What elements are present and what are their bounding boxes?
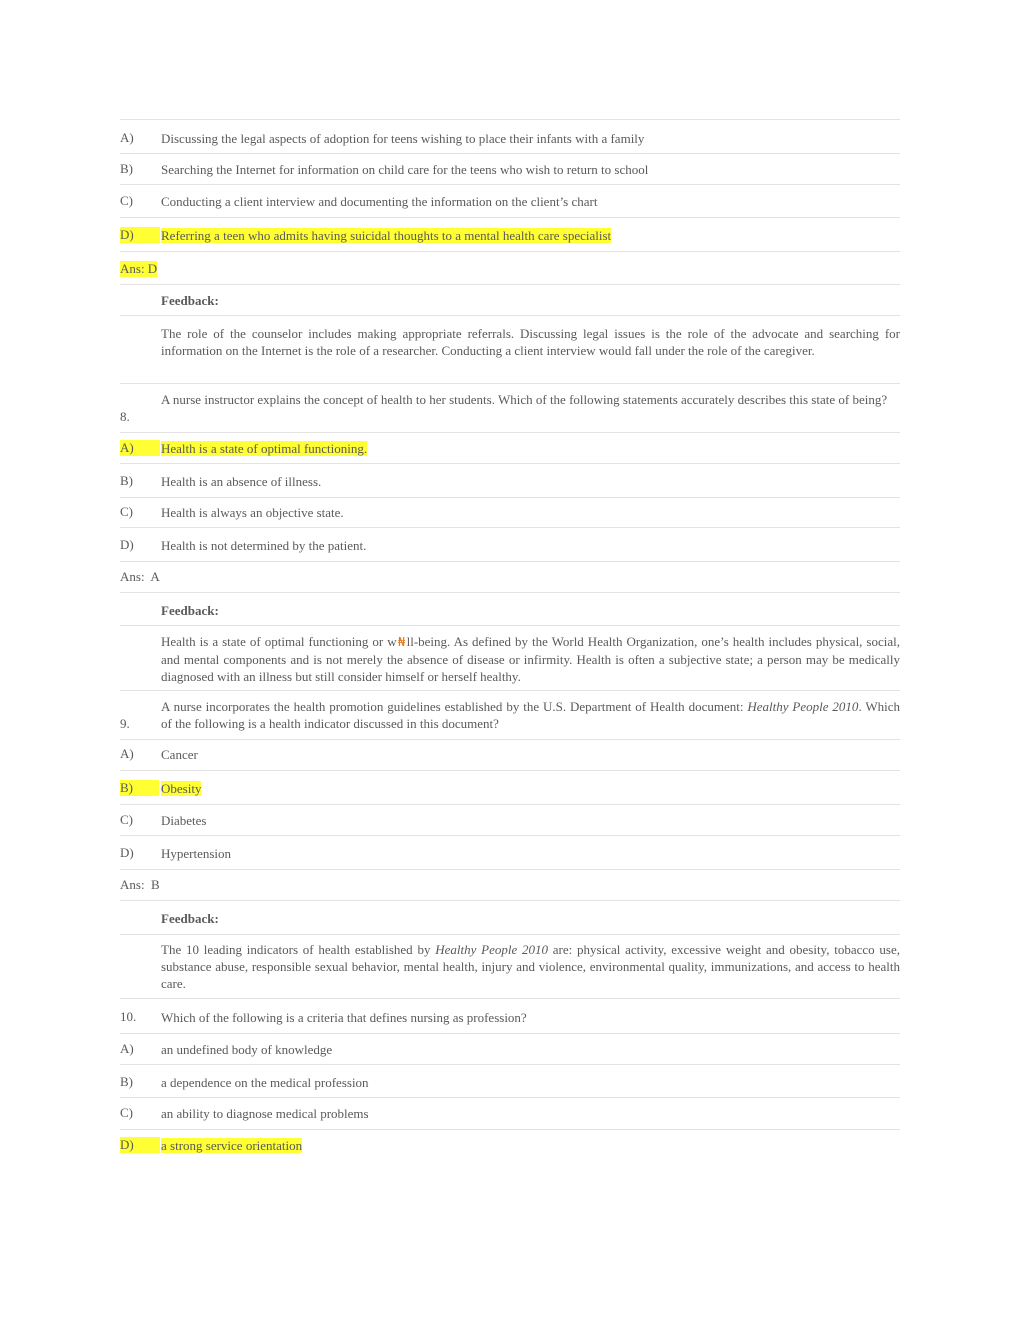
q7-feedback-title-row (120, 284, 900, 315)
option-label: A) (120, 440, 160, 456)
option-text: an undefined body of knowledge (161, 1042, 333, 1057)
option-label: B) (120, 1074, 133, 1089)
option-text: Health is not determined by the patient. (161, 538, 367, 553)
q9-option-c (120, 804, 900, 835)
feedback-text (161, 941, 900, 992)
q8-option-c (120, 497, 900, 527)
option-text: Obesity (161, 781, 202, 796)
feedback-text: The role of the counselor includes making appropriate referrals. Discussing legal issues is the role of the advocate and searching for information on the Internet is the role of a researcher. Conducting a client interview would fall under the role of the caregiver. (161, 326, 900, 358)
q8-question-row (120, 383, 900, 432)
q8-feedback-row (120, 625, 900, 690)
q8-option-d (120, 527, 900, 561)
question-number: 10. (120, 1009, 137, 1024)
question-text: Which of the following is a criteria that defines nursing as profession? (161, 1010, 527, 1025)
feedback-title: Feedback: (161, 911, 219, 926)
answer-label: Ans: B (120, 877, 160, 892)
q9-option-b-correct (120, 770, 900, 804)
question-number: 9. (120, 716, 130, 731)
q10-option-b (120, 1064, 900, 1097)
feedback-text (161, 633, 900, 685)
q9-option-d (120, 835, 900, 869)
option-label: A) (120, 130, 134, 145)
q10-option-a (120, 1033, 900, 1064)
q10-option-d-correct (120, 1129, 900, 1163)
q9-feedback-row (120, 934, 900, 998)
option-label: C) (120, 1105, 133, 1120)
question-text (161, 698, 900, 732)
option-label: C) (120, 812, 133, 827)
option-label: A) (120, 1041, 134, 1056)
option-text: Conducting a client interview and documenting the information on the client’s chart (161, 194, 598, 209)
feedback-text-rest: are: physical activity, excessive weight and obesity, tobacco use, substance abuse, responsible sexual behavior, mental health, injury and violence, environmental quality, immunizations, and access to health care. (161, 942, 900, 991)
option-label: D) (120, 227, 160, 243)
q7-option-b (120, 153, 900, 184)
option-text: Health is always an objective state. (161, 505, 344, 520)
q8-answer-row (120, 561, 900, 592)
question-text-start: A nurse incorporates the health promotion guidelines established by the U.S. Department of Health document: (161, 699, 748, 714)
question-text: A nurse instructor explains the concept of health to her students. Which of the following statements accurately describes this state of being? (161, 392, 888, 407)
question-text-rest: . Which of the following is a health indicator discussed in this document? (161, 699, 901, 731)
q7-option-d-correct (120, 217, 900, 251)
option-label: C) (120, 193, 133, 208)
q7-option-c (120, 184, 900, 217)
option-label: D) (120, 1137, 160, 1153)
question-document (120, 119, 900, 1163)
option-text: Hypertension (161, 846, 232, 861)
document-title: Healthy People 2010 (435, 942, 548, 957)
option-text-wrapper (161, 1137, 900, 1154)
option-text: Referring a teen who admits having suicidal thoughts to a mental health care specialist (161, 228, 612, 243)
feedback-text-start: Health is a state of optimal functioning or w (161, 634, 397, 649)
option-text: Searching the Internet for information on child care for the teens who wish to return to school (161, 162, 649, 177)
option-text-wrapper (161, 780, 900, 797)
q7-feedback-row (120, 315, 900, 383)
q9-answer-row (120, 869, 900, 900)
option-label: B) (120, 780, 159, 796)
answer-label: Ans: D (120, 261, 158, 276)
feedback-text-start: The 10 leading indicators of health established by (161, 942, 436, 957)
q10-question-row (120, 998, 900, 1033)
q9-question-row (120, 690, 900, 739)
option-text: an ability to diagnose medical problems (161, 1106, 369, 1121)
feedback-title: Feedback: (161, 603, 219, 618)
option-text: Health is a state of optimal functioning. (161, 441, 368, 456)
question-number: 8. (120, 409, 130, 424)
q8-option-b (120, 463, 900, 497)
option-label: B) (120, 473, 133, 488)
option-text-wrapper (161, 227, 900, 244)
q7-option-a (120, 119, 900, 153)
option-text: a strong service orientation (161, 1138, 303, 1153)
q7-answer-row (120, 251, 900, 284)
option-label: D) (120, 845, 134, 860)
option-label: A) (120, 746, 134, 761)
option-label: D) (120, 537, 134, 552)
q10-option-c (120, 1097, 900, 1129)
q9-feedback-title-row (120, 900, 900, 934)
answer-label: Ans: A (120, 569, 160, 584)
cursor-marker-icon: ₦ (397, 635, 406, 649)
document-title: Healthy People 2010 (747, 699, 859, 714)
feedback-title: Feedback: (161, 293, 219, 308)
option-text: Discussing the legal aspects of adoption for teens wishing to place their infants with a family (161, 131, 645, 146)
q9-option-a (120, 739, 900, 770)
option-text: a dependence on the medical profession (161, 1075, 369, 1090)
option-text-wrapper (161, 440, 900, 457)
q8-option-a-correct (120, 432, 900, 463)
q8-feedback-title-row (120, 592, 900, 625)
option-text: Health is an absence of illness. (161, 474, 322, 489)
feedback-text-rest: ll-being. As defined by the World Health Organization, one’s health includes physical, social, and mental components and is not merely the absence of disease or infirmity. Health is often a subjective state; a person may be medically diagnosed with an illness but still consider himself or herself healthy. (161, 634, 900, 684)
option-label: C) (120, 504, 133, 519)
option-text: Diabetes (161, 813, 207, 828)
option-text: Cancer (161, 747, 198, 762)
option-label: B) (120, 161, 133, 176)
